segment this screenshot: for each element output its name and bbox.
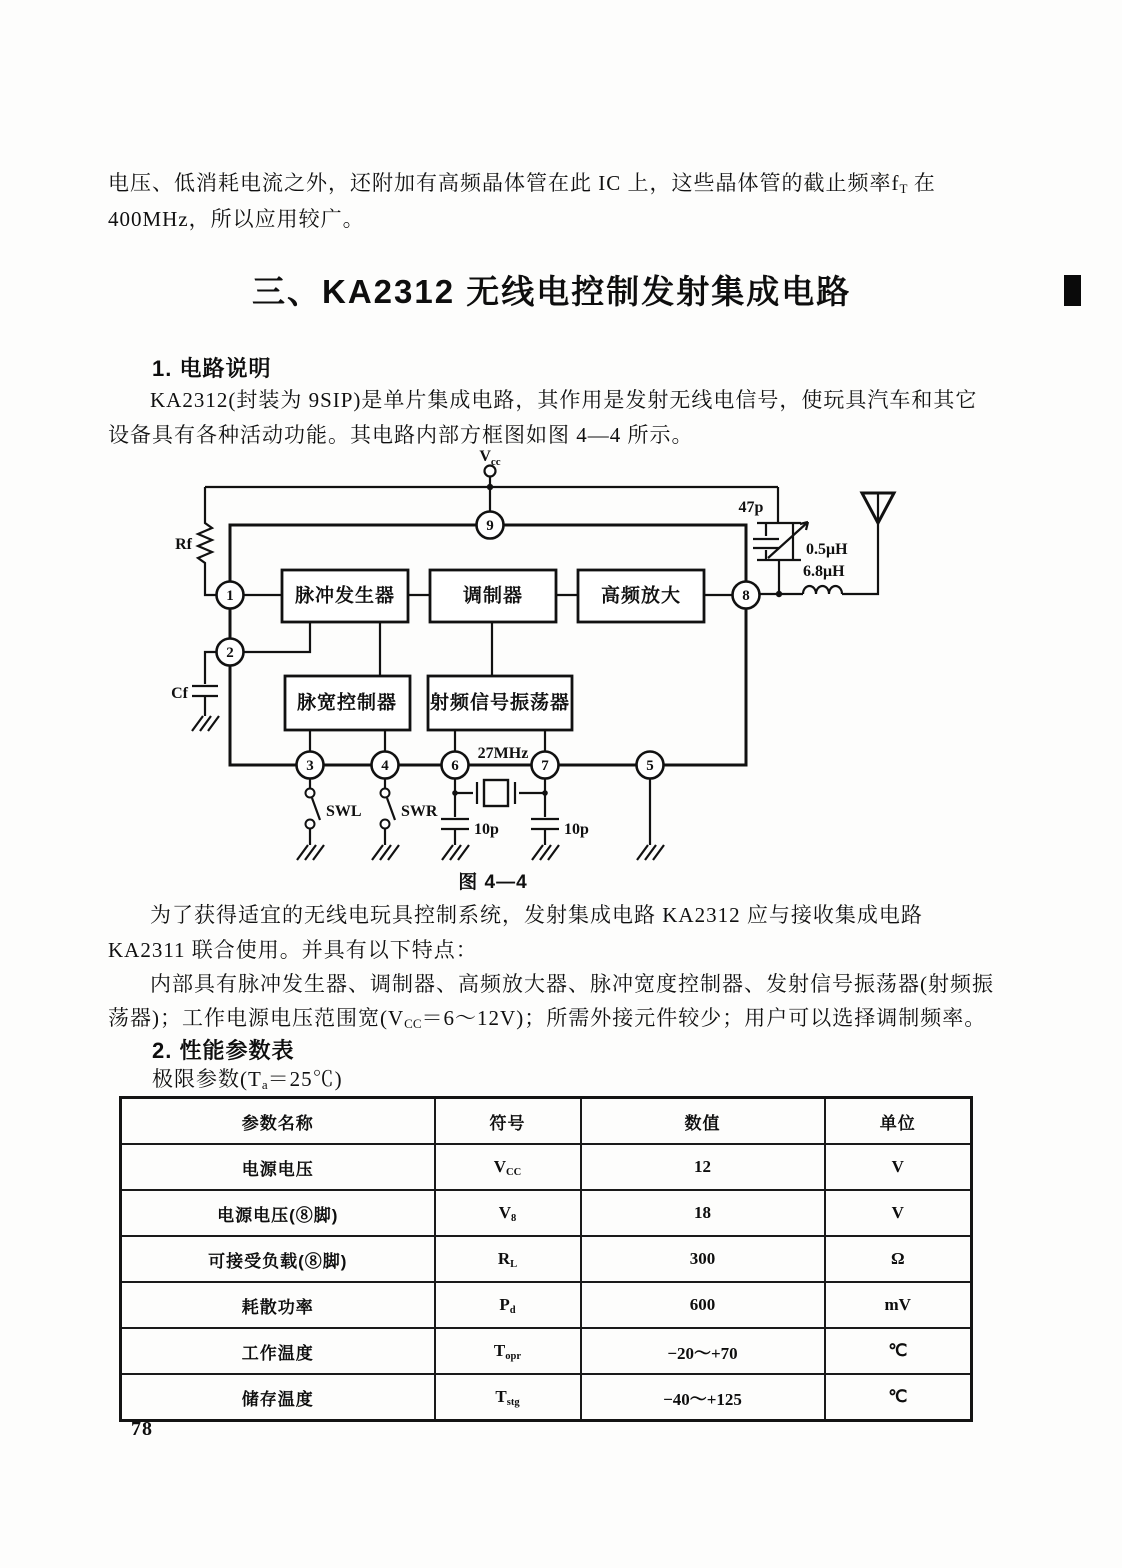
ground-icon xyxy=(637,845,664,860)
block-pulse-generator-label: 脉冲发生器 xyxy=(294,585,396,607)
unit-cell: V xyxy=(825,1190,972,1236)
cap-10p-right-label: 10p xyxy=(564,821,589,838)
table-row xyxy=(121,1236,972,1282)
param-name-cell: 耗散功率 xyxy=(121,1282,435,1328)
table-header-row xyxy=(121,1098,972,1145)
body-para3-line-2-tail: ＝6～12V)；所需外接元件较少；用户可以选择调制频率。 xyxy=(421,1006,987,1030)
vcc-label xyxy=(479,448,500,468)
ground-icon xyxy=(192,716,219,731)
pin-1: 1 xyxy=(226,588,234,604)
block-pulse-width-controller-label: 脉宽控制器 xyxy=(296,692,398,714)
symbol-cell: $T_{opr}$ xyxy=(435,1328,581,1374)
cf-capacitor-label: Cf xyxy=(171,685,188,702)
table-row xyxy=(121,1374,972,1421)
header-symbol: 符号 xyxy=(435,1098,581,1145)
variable-coil-label: 0.5μH xyxy=(806,541,848,558)
body-para3-line-2-text: 荡器)；工作电源电压范围宽(V xyxy=(108,1006,405,1030)
limit-params-text: 极限参数(T xyxy=(152,1067,262,1091)
value-cell: 12 xyxy=(581,1144,825,1190)
value-cell: 18 xyxy=(581,1190,825,1236)
page-title: 三、KA2312 无线电控制发射集成电路 xyxy=(252,273,852,310)
unit-cell: Ω xyxy=(825,1236,972,1282)
block-rf-amplifier-label: 高频放大 xyxy=(600,585,682,607)
page-number: 78 xyxy=(131,1418,153,1440)
symbol-cell: $R_L$ xyxy=(435,1236,581,1282)
pin-6: 6 xyxy=(451,758,459,774)
symbol-cell: $V_{CC}$ xyxy=(435,1144,581,1190)
ground-icon xyxy=(442,845,469,860)
swl-contact-bottom xyxy=(306,820,315,829)
circuit-block-diagram xyxy=(0,440,1122,900)
circuit-wires xyxy=(192,477,878,845)
vcc-sub: cc xyxy=(490,456,501,468)
swr-contact-top xyxy=(381,789,390,798)
swr-contact-bottom xyxy=(381,820,390,829)
ground-icon xyxy=(532,845,559,860)
block-modulator-label: 调制器 xyxy=(462,585,524,607)
value-cell: −20～+70 xyxy=(581,1328,825,1374)
section1-heading: 1. 电路说明 xyxy=(152,356,272,381)
swl-label: SWL xyxy=(326,803,362,820)
ta-subscript: a xyxy=(261,1077,268,1092)
symbol-cell: $V_8$ xyxy=(435,1190,581,1236)
symbol-cell: $P_d$ xyxy=(435,1282,581,1328)
header-param-name: 参数名称 xyxy=(121,1098,435,1145)
ground-icon xyxy=(372,845,399,860)
symbol-cell: $T_{stg}$ xyxy=(435,1374,581,1421)
body-para3-line-2 xyxy=(108,1002,986,1032)
table-row xyxy=(121,1144,972,1190)
crystal-icon xyxy=(484,780,508,806)
pin-4: 4 xyxy=(381,758,389,774)
junction-dot xyxy=(487,484,493,490)
pin-3: 3 xyxy=(306,758,314,774)
intro-line-2: 400MHz，所以应用较广。 xyxy=(108,207,365,231)
junction-dot xyxy=(776,591,782,597)
swl-contact-top xyxy=(306,789,315,798)
body-para2-line-2: KA2311 联合使用。并具有以下特点： xyxy=(108,938,478,962)
header-unit: 单位 xyxy=(825,1098,972,1145)
section2-heading: 2. 性能参数表 xyxy=(152,1038,295,1063)
unit-cell: V xyxy=(825,1144,972,1190)
intro-line-1-text: 电压、低消耗电流之外，还附加有高频晶体管在此 IC 上，这些晶体管的截止频率f xyxy=(108,171,900,195)
intro-ft-subscript: T xyxy=(899,181,908,196)
table-row xyxy=(121,1190,972,1236)
junction-dot xyxy=(542,790,548,796)
rf-resistor-label: Rf xyxy=(175,536,192,553)
param-name-cell: 电源电压(⑧脚) xyxy=(121,1190,435,1236)
vcc-subscript: CC xyxy=(404,1016,422,1031)
intro-line-1 xyxy=(108,167,936,197)
junction-dot xyxy=(452,790,458,796)
value-cell: −40～+125 xyxy=(581,1374,825,1421)
margin-ink-mark xyxy=(1064,275,1081,306)
limit-params-subheading xyxy=(152,1063,343,1093)
pin-2: 2 xyxy=(226,645,234,661)
ic-pins xyxy=(217,512,760,779)
section1-para-line-1: KA2312(封装为 9SIP)是单片集成电路，其作用是发射无线电信号，使玩具汽车和其它 xyxy=(150,388,978,412)
pin-7: 7 xyxy=(541,758,549,774)
cap-10p-left-label: 10p xyxy=(474,821,499,838)
param-name-cell: 工作温度 xyxy=(121,1328,435,1374)
pin-9: 9 xyxy=(486,518,494,534)
cap-47p-label: 47p xyxy=(738,499,764,516)
param-name-cell: 电源电压 xyxy=(121,1144,435,1190)
vcc-base: V xyxy=(479,448,491,465)
pin-5: 5 xyxy=(646,758,654,774)
value-cell: 300 xyxy=(581,1236,825,1282)
crystal-freq-label: 27MHz xyxy=(477,745,529,762)
parameters-table xyxy=(119,1096,973,1422)
swr-label: SWR xyxy=(401,803,438,820)
fixed-coil-label: 6.8μH xyxy=(803,563,845,580)
intro-line-1-tail: 在 xyxy=(907,171,936,195)
unit-cell: ℃ xyxy=(825,1328,972,1374)
unit-cell: ℃ xyxy=(825,1374,972,1421)
pin-8: 8 xyxy=(742,588,750,604)
header-value: 数值 xyxy=(581,1098,825,1145)
param-name-cell: 储存温度 xyxy=(121,1374,435,1421)
ground-icon xyxy=(297,845,324,860)
body-para2-line-1: 为了获得适宜的无线电玩具控制系统，发射集成电路 KA2312 应与接收集成电路 xyxy=(150,903,923,927)
table-row xyxy=(121,1328,972,1374)
block-rf-signal-oscillator-label: 射频信号振荡器 xyxy=(429,692,571,714)
unit-cell: mV xyxy=(825,1282,972,1328)
figure-caption: 图 4—4 xyxy=(458,872,528,893)
body-para3-line-1: 内部具有脉冲发生器、调制器、高频放大器、脉冲宽度控制器、发射信号振荡器(射频振 xyxy=(150,972,994,996)
table-row xyxy=(121,1282,972,1328)
limit-params-tail: ＝25℃) xyxy=(267,1067,343,1091)
value-cell: 600 xyxy=(581,1282,825,1328)
section1-para-line-2: 设备具有各种活动功能。其电路内部方框图如图 4—4 所示。 xyxy=(108,423,694,447)
param-name-cell: 可接受负载(⑧脚) xyxy=(121,1236,435,1282)
